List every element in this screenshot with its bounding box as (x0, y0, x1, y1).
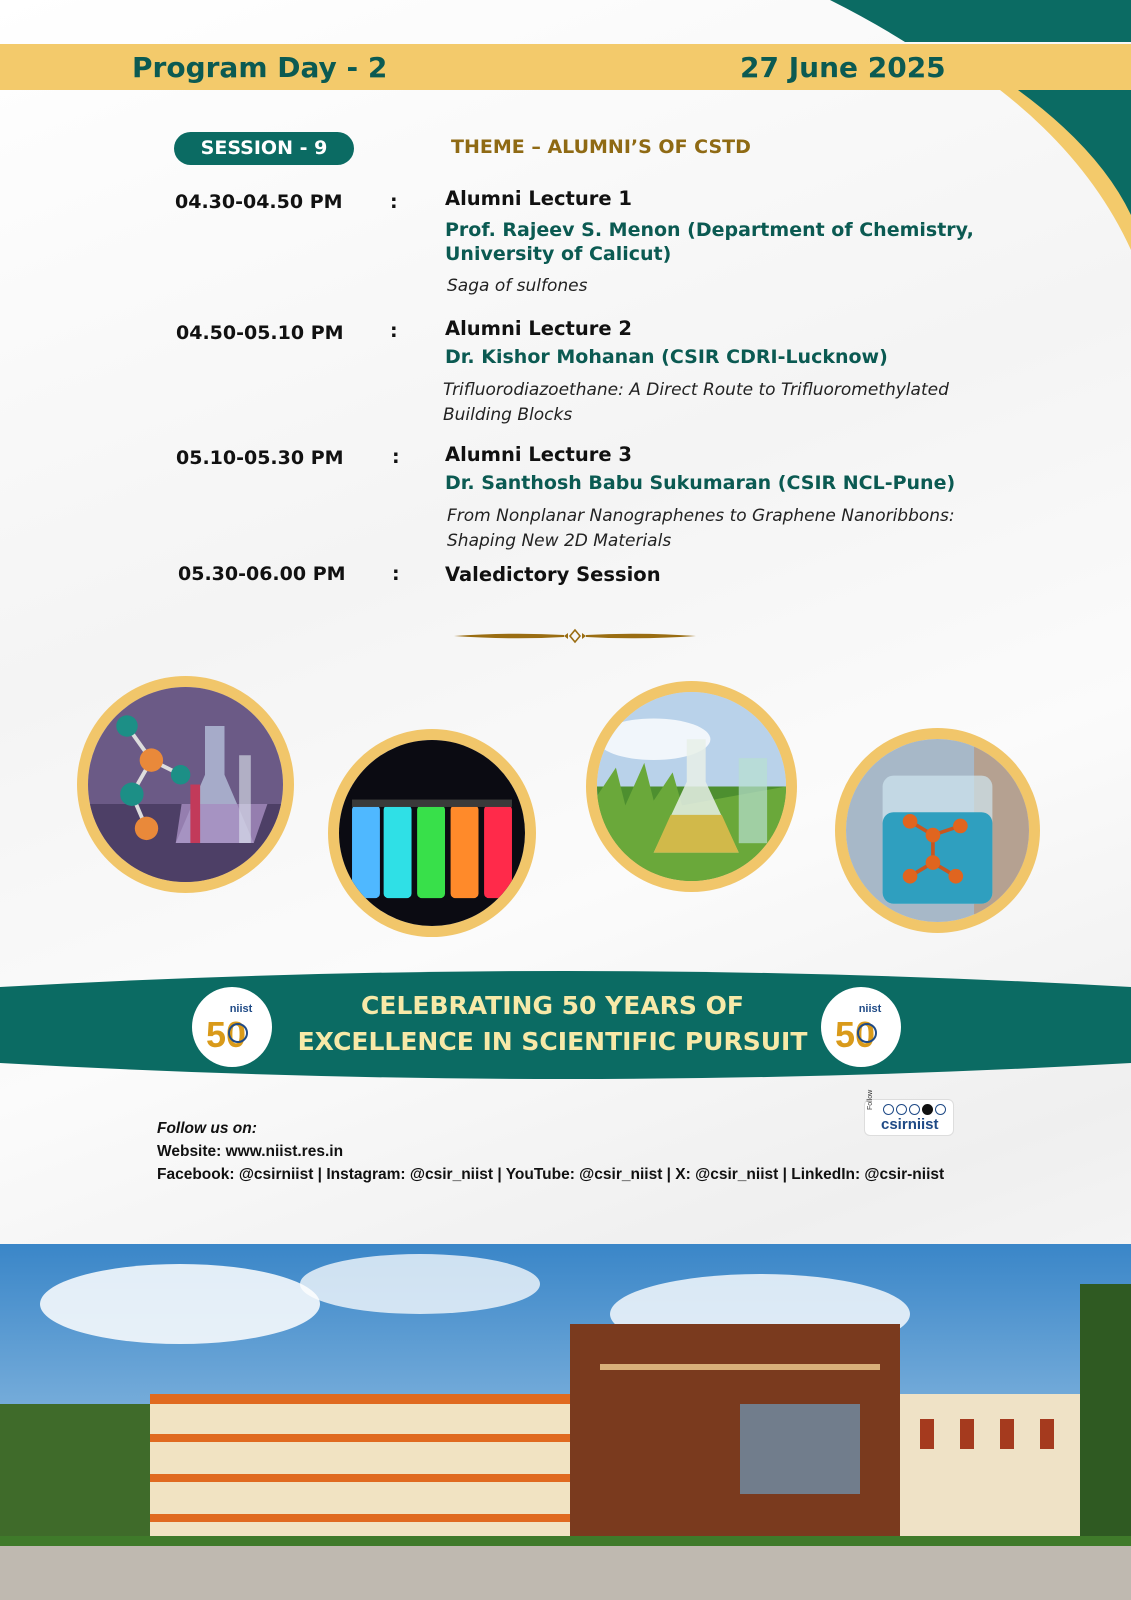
schedule-speaker: Dr. Santhosh Babu Sukumaran (CSIR NCL-Pune) (445, 472, 956, 494)
niist-50-logo (192, 987, 272, 1067)
schedule-talk-title: Trifluorodiazoethane: A Direct Route to Trifluoromethylated Building Blocks (443, 380, 949, 425)
celebration-banner-text (280, 988, 825, 1060)
ornament-divider-icon (452, 626, 698, 646)
niist-50-logo (821, 987, 901, 1067)
social-icons (883, 1104, 946, 1115)
schedule-talk-title: From Nonplanar Nanographenes to Graphene Nanoribbons: Shaping New 2D Materials (447, 506, 955, 551)
facebook-icon (883, 1104, 894, 1115)
schedule-time: 05.10-05.30 PM (176, 447, 344, 469)
website-link[interactable]: Website: www.niist.res.in (157, 1143, 344, 1160)
youtube-icon (909, 1104, 920, 1115)
schedule-title: Alumni Lecture 3 (445, 443, 632, 466)
schedule-time: 04.50-05.10 PM (176, 322, 344, 344)
schedule-talk-title: Saga of sulfones (447, 276, 588, 296)
schedule-separator: : (392, 563, 400, 585)
program-date: 27 June 2025 (740, 51, 946, 84)
badge-handle: csirniist (881, 1116, 939, 1133)
follow-section (157, 1117, 944, 1186)
schedule-separator: : (392, 446, 400, 468)
schedule-time: 04.30-04.50 PM (175, 191, 343, 213)
schedule-title: Alumni Lecture 2 (445, 317, 632, 340)
schedule-title: Alumni Lecture 1 (445, 187, 632, 210)
banner-line-1: CELEBRATING 50 YEARS OF (361, 991, 744, 1020)
schedule-speaker: Prof. Rajeev S. Menon (Department of Chemistry, University of Calicut) (445, 219, 974, 265)
molecule-beaker-image (835, 728, 1040, 933)
x-icon (922, 1104, 933, 1115)
program-day-title: Program Day - 2 (132, 51, 388, 84)
schedule-separator: : (390, 320, 398, 342)
social-badge[interactable] (864, 1089, 954, 1136)
badge-follow-label: Follow (867, 1089, 874, 1110)
fluorescent-vials-image (328, 729, 536, 937)
session-theme: THEME – ALUMNI’S OF CSTD (451, 136, 751, 158)
schedule-speaker: Dr. Kishor Mohanan (CSIR CDRI-Lucknow) (445, 346, 888, 368)
schedule-time: 05.30-06.00 PM (178, 563, 346, 585)
svg-text:niist: niist (229, 1003, 253, 1015)
schedule-title: Valedictory Session (445, 563, 661, 586)
banner-line-2: EXCELLENCE IN SCIENTIFIC PURSUIT (297, 1027, 808, 1056)
svg-text:50: 50 (834, 1014, 876, 1055)
svg-text:niist: niist (858, 1003, 882, 1015)
session-badge: SESSION - 9 (174, 132, 354, 165)
instagram-icon (896, 1104, 907, 1115)
schedule-separator: : (390, 191, 398, 213)
molecule-flasks-image (77, 676, 294, 893)
svg-text:50: 50 (205, 1014, 247, 1055)
social-handles[interactable]: Facebook: @csirniist | Instagram: @csir_niist | YouTube: @csir_niist | X: @csir_niist | LinkedIn: @csir-niist (157, 1166, 945, 1183)
linkedin-icon (935, 1104, 946, 1115)
follow-label: Follow us on: (157, 1120, 257, 1137)
field-flask-image (586, 681, 797, 892)
campus-building-photo (0, 1244, 1131, 1600)
